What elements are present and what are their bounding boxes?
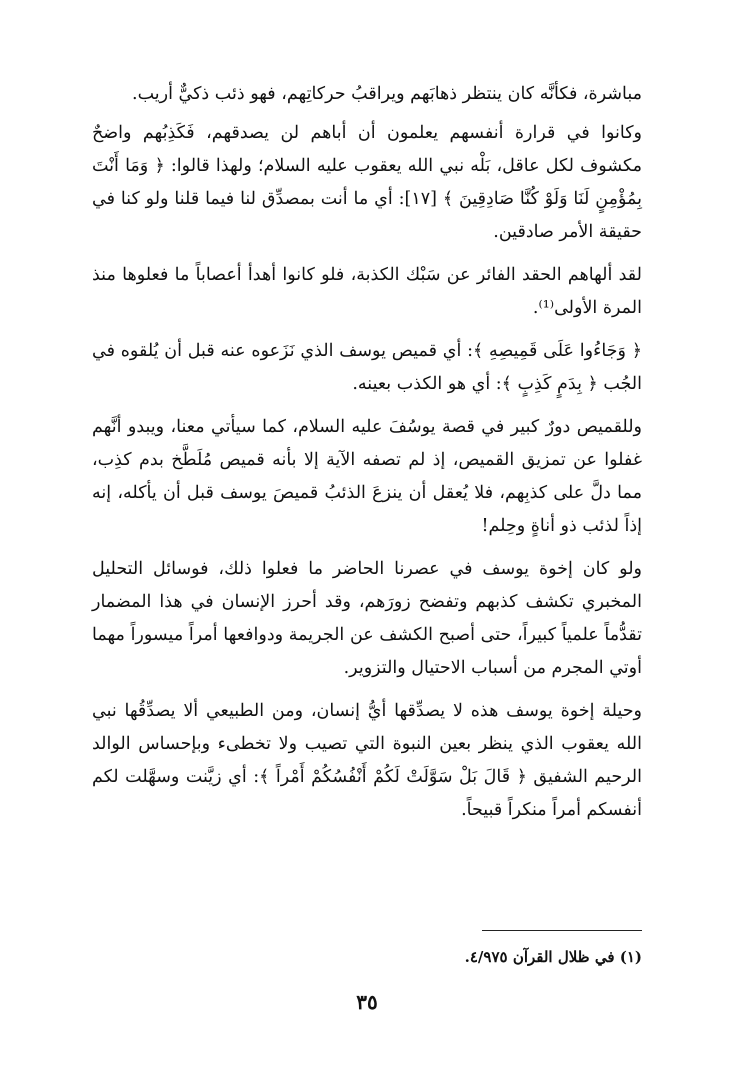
page-body: [92, 78, 642, 837]
paragraph-5: وللقميص دورٌ كبير في قصة يوسُفَ عليه السلام، كما سيأتي معنا، ويبدو أنَّهم غفلوا عن تمزيق القميص، إذ لم تصفه الآية إلا بأنه قميص مُلَطَّخ بدم كذِب، مما دلَّ على كذبِهم، فلا يُعقل أن ينزعَ الذئبُ قميصَ يوسف قبل أن يأكله، إنه إذاً لذئب ذو أناةٍ وحِلم!: [92, 417, 642, 536]
paragraph-2: وكانوا في قرارة أنفسهم يعلمون أن أباهم لن يصدقهم، فَكَذِبُهم واضحٌ مكشوف لكل عاقل، بَلْه نبي الله يعقوب عليه السلام؛ ولهذا قالوا: ﴿ وَمَا أَنْتَ بِمُؤْمِنٍ لَنَا وَلَوْ كُنَّا صَادِقِينَ ﴾ [١٧]: أي ما أنت بمصدِّق لنا فيما قلنا ولو كنا في حقيقة الأمر صادقين.: [92, 123, 642, 242]
footnote: (١) في ظلال القرآن ٤/٩٧٥.: [464, 948, 642, 966]
paragraph-7: وحيلة إخوة يوسف هذه لا يصدِّقها أيُّ إنسان، ومن الطبيعي ألا يصدِّقُها نبي الله يعقوب الذي ينظر بعين النبوة التي تصيب ولا تخطىء وبإحساس الوالد الرحيم الشفيق ﴿ قَالَ بَلْ سَوَّلَتْ لَكُمْ أَنْفُسُكُمْ أَمْراً ﴾: أي زيَّنت وسهَّلت لكم أنفسكم أمراً منكراً قبيحاً.: [92, 701, 642, 820]
paragraph-6: ولو كان إخوة يوسف في عصرنا الحاضر ما فعلوا ذلك، فوسائل التحليل المخبري تكشف كذبهم وتفضح زورَهم، وقد أحرز الإنسان في هذا المضمار تقدُّماً علمياً كبيراً، حتى أصبح الكشف عن الجريمة ودوافعها أمراً ميسوراً مهما أوتي المجرم من أسباب الاحتيال والتزوير.: [92, 559, 642, 678]
paragraph-4: ﴿ وَجَاءُوا عَلَى قَمِيصِهِ ﴾: أي قميص يوسف الذي نَزَعوه عنه قبل أن يُلقوه في الجُب ﴿ بِدَمٍ كَذِبٍ ﴾: أي هو الكذب بعينه.: [92, 341, 642, 394]
paragraph-1: مباشرة، فكأنَّه كان ينتظر ذهابَهم ويراقبُ حركاتِهم، فهو ذئب ذكيٌّ أريب.: [132, 84, 642, 104]
paragraph-3: لقد ألهاهم الحقد الفائر عن سَبْك الكذبة، فلو كانوا أهدأ أعصاباً ما فعلوها منذ المرة الأولى⁽¹⁾.: [92, 265, 642, 318]
page-number: ٣٥: [356, 990, 378, 1014]
footnote-separator: [482, 930, 642, 931]
